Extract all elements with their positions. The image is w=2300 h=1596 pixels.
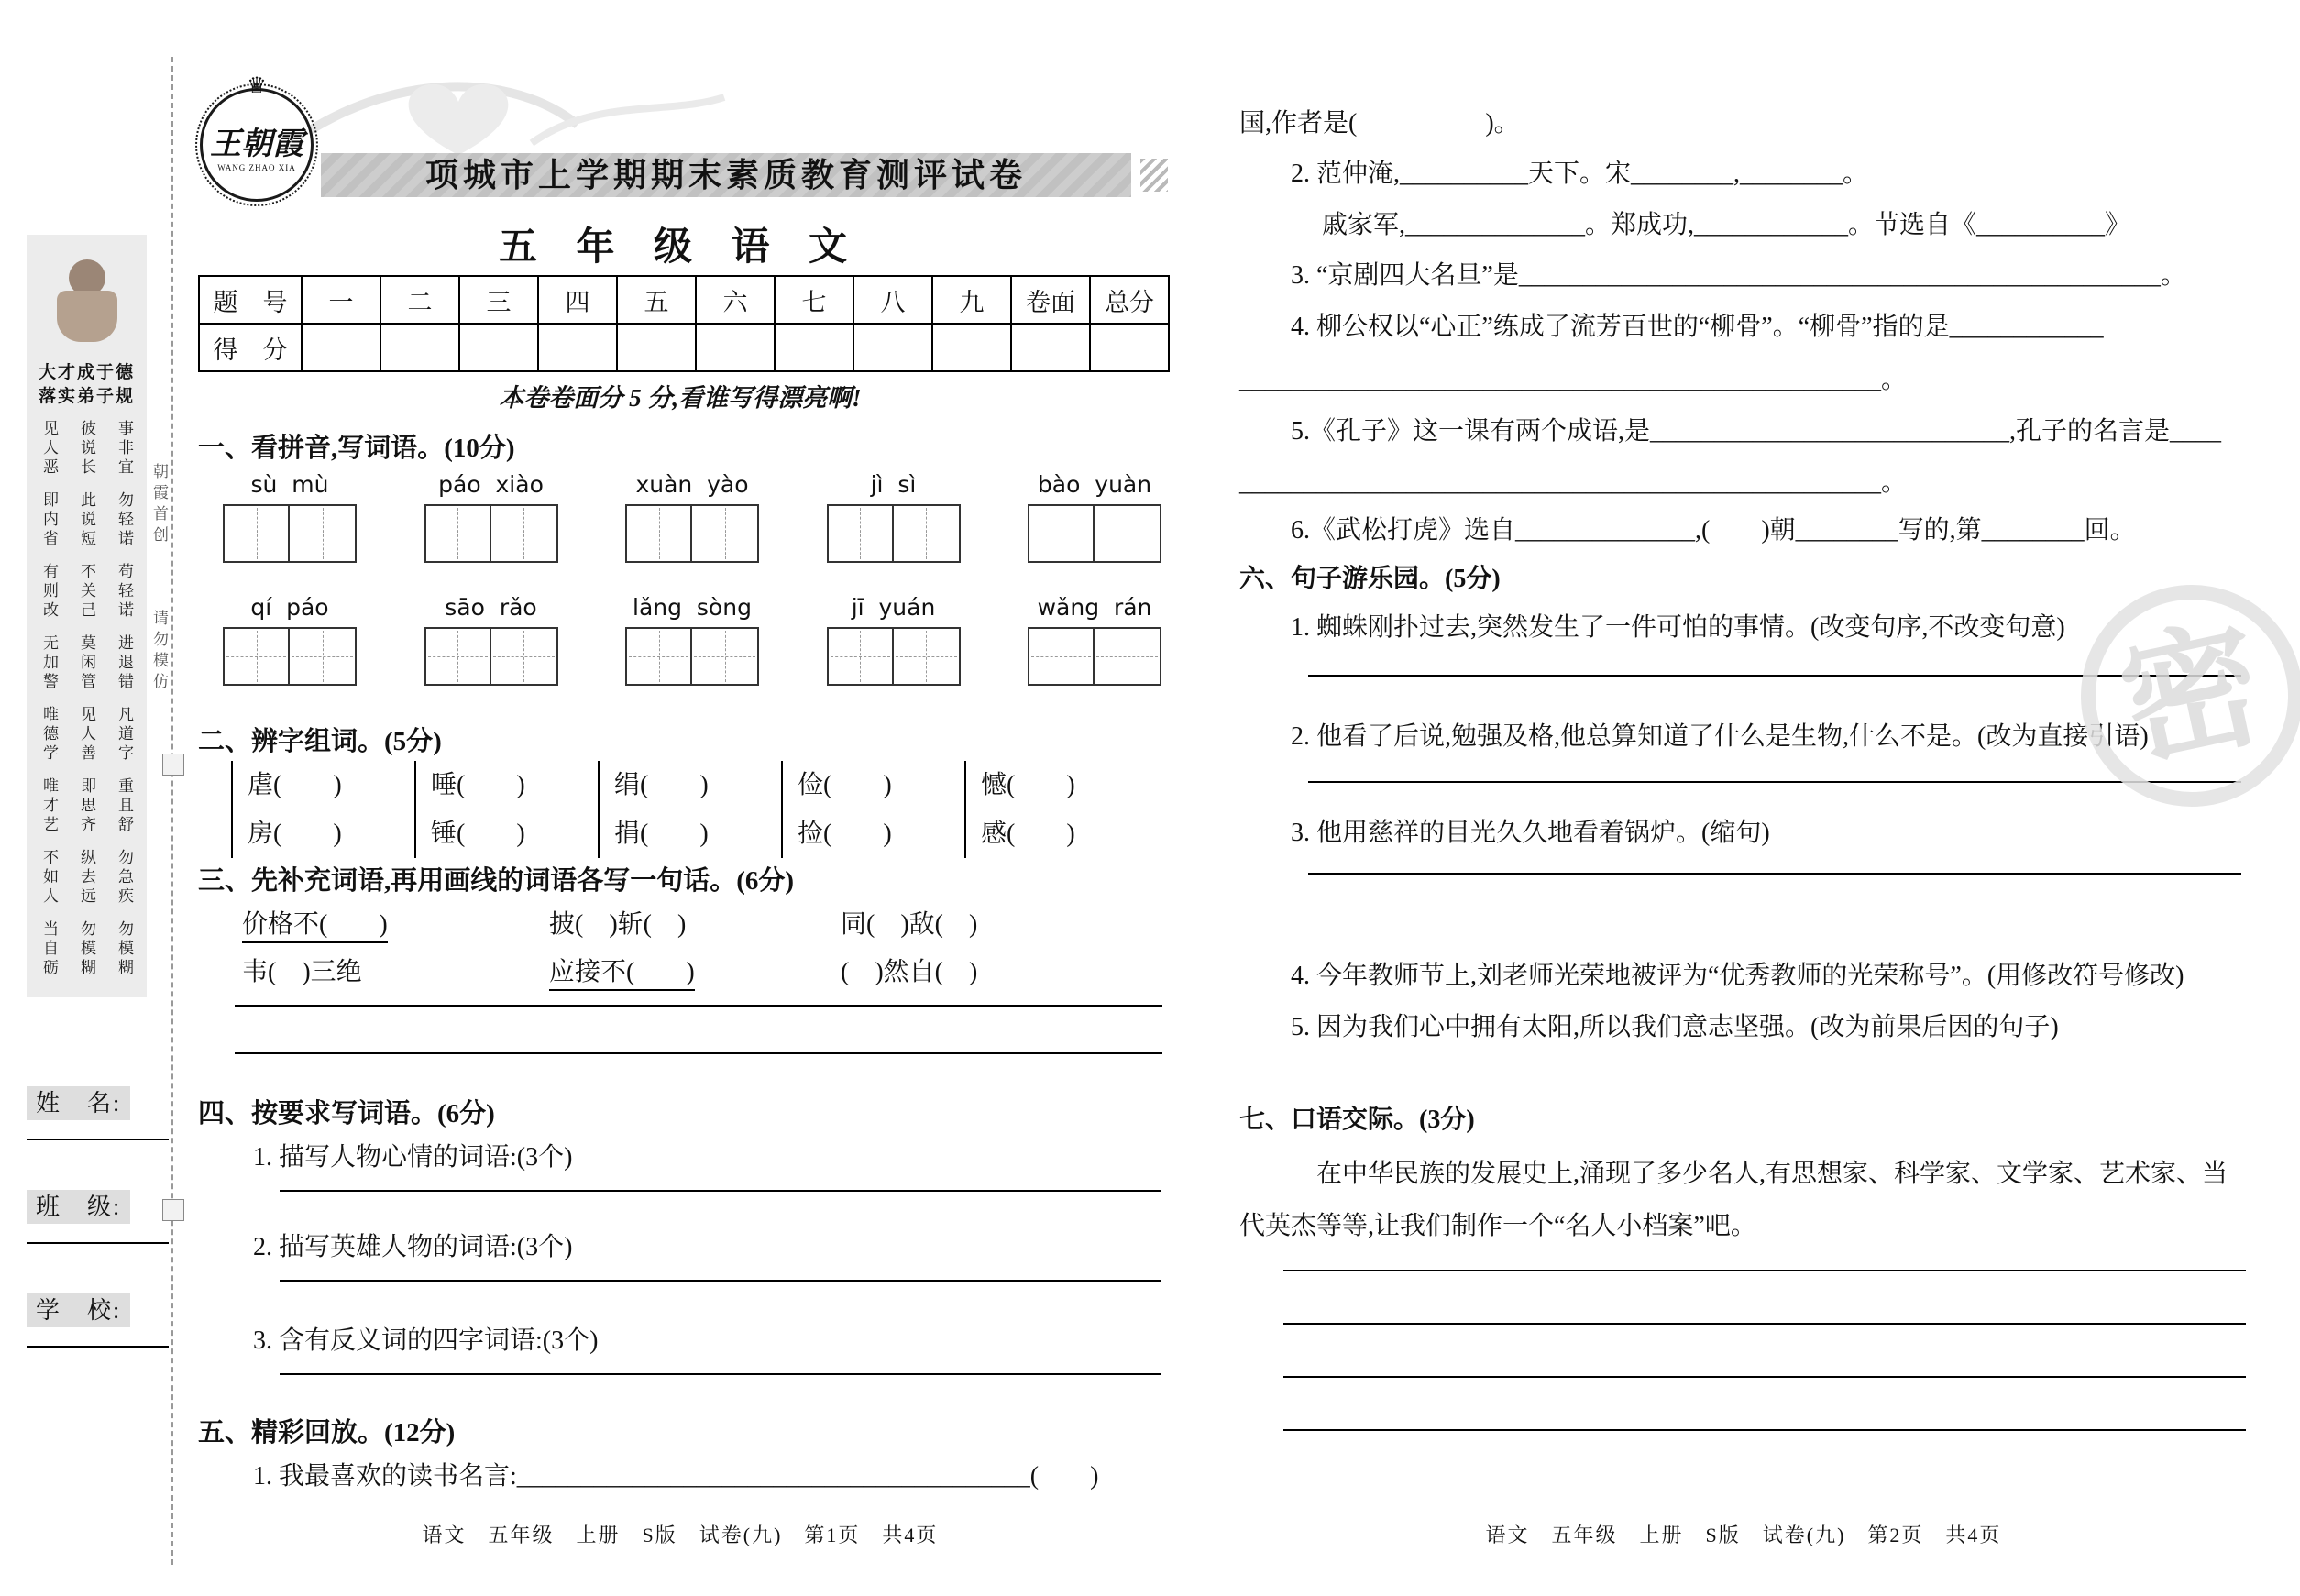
pinyin-word-group xyxy=(1025,594,1164,686)
sentence-item: 1. 蜘蛛刚扑过去,突然发生了一件可怕的事情。(改变句序,不改变句意) xyxy=(1291,613,2065,642)
recall-item-6: 6.《武松打虎》选自______________,( )朝________写的,第________回。 xyxy=(1291,516,2136,545)
word-pair-group xyxy=(964,761,1148,858)
score-cell xyxy=(617,324,696,371)
dizigui-phrase: 无加警 xyxy=(40,634,58,692)
sidebar-motto-line2: 落实弟子规 xyxy=(38,387,135,406)
exam-title-banner xyxy=(321,153,1131,197)
dizigui-phrase: 不关己 xyxy=(78,563,95,621)
writing-grid-cell xyxy=(894,627,961,686)
dizigui-phrase: 纵去远 xyxy=(78,849,95,907)
sentence-item: 3. 他用慈祥的目光久久地看着锅炉。(缩句) xyxy=(1291,819,1770,847)
answer-line xyxy=(1308,781,2241,783)
pinyin-text: jī yuán xyxy=(851,594,936,621)
answer-line xyxy=(1283,1376,2246,1378)
score-cell xyxy=(775,324,853,371)
pinyin-text: jì sì xyxy=(870,471,917,498)
writing-grid-cell xyxy=(290,627,357,686)
dizigui-phrase: 即内省 xyxy=(40,491,58,549)
writing-grid-cell xyxy=(491,504,558,563)
dizigui-phrase: 当自砺 xyxy=(40,920,58,978)
word-writing-item: 1. 描写人物心情的词语:(3个) xyxy=(253,1143,573,1172)
answer-line xyxy=(235,1052,1162,1054)
writing-grid-cell xyxy=(424,504,491,563)
dizigui-phrase: 事非宜 xyxy=(116,420,133,478)
banner-decoration xyxy=(1140,159,1168,192)
phrase-completion-row-2 xyxy=(242,952,1163,988)
scholar-figure-image xyxy=(27,240,147,361)
word-pair-group xyxy=(781,761,964,858)
page2-footer: 语文 五年级 上册 S版 试卷(九) 第2页 共4页 xyxy=(1485,1524,2002,1546)
score-cell xyxy=(932,324,1011,371)
score-cell xyxy=(853,324,932,371)
answer-line xyxy=(235,1005,1162,1007)
writing-grid-cell xyxy=(827,627,894,686)
dizigui-sidebar xyxy=(27,235,147,997)
writing-grid-cell xyxy=(223,504,290,563)
neatness-note: 本卷卷面分 5 分,看谁写得漂亮啊! xyxy=(499,384,862,412)
answer-line xyxy=(280,1373,1161,1375)
score-cell xyxy=(1011,324,1090,371)
writing-grid-cell xyxy=(692,627,759,686)
section-7-heading: 七、口语交际。(3分) xyxy=(1239,1106,1475,1134)
score-table-col: 三 xyxy=(459,276,538,324)
word-pair-bottom: 房( ) xyxy=(248,820,342,848)
figure-body xyxy=(57,291,117,342)
word-writing-item: 2. 描写英雄人物的词语:(3个) xyxy=(253,1233,573,1261)
word-pair-bottom: 感( ) xyxy=(981,820,1075,848)
answer-line xyxy=(1283,1323,2246,1325)
score-table-col: 二 xyxy=(380,276,459,324)
writing-grid-cell xyxy=(625,627,692,686)
dizigui-phrase: 勿轻诺 xyxy=(116,491,133,549)
pinyin-row-2 xyxy=(220,594,1164,686)
dizigui-phrase: 凡道字 xyxy=(116,706,133,764)
sentence-item: 2. 他看了后说,勉强及格,他总算知道了什么是生物,什么不是。(改为直接引语) xyxy=(1291,722,2149,751)
oral-communication-paragraph: 在中华民族的发展史上,涌现了多少名人,有思想家、科学家、文学家、艺术家、当代英杰等等,让我们制作一个“名人小档案”吧。 xyxy=(1239,1160,2228,1240)
page1-footer: 语文 五年级 上册 S版 试卷(九) 第1页 共4页 xyxy=(422,1524,939,1546)
answer-line xyxy=(1283,1270,2246,1271)
score-table-col: 卷面 xyxy=(1011,276,1090,324)
pinyin-text: sāo rǎo xyxy=(445,594,537,621)
score-table-col: 六 xyxy=(696,276,775,324)
reading-quote-item: 1. 我最喜欢的读书名言:________________________________________( ) xyxy=(253,1462,1099,1491)
sidebar-motto-line1: 大才成于德 xyxy=(38,363,135,382)
crown-icon: ♛ xyxy=(247,74,267,98)
score-table-col: 一 xyxy=(302,276,380,324)
dizigui-phrase: 不如人 xyxy=(40,849,58,907)
score-table-header-label: 题 号 xyxy=(199,276,302,324)
page2 xyxy=(1239,0,2248,1596)
word-pair-top: 俭( ) xyxy=(798,771,892,799)
sentence-item: 4. 今年教师节上,刘老师光荣地被评为“优秀教师的光荣称号”。(用修改符号修改) xyxy=(1291,962,2184,990)
answer-line xyxy=(280,1280,1161,1282)
continuation-line: 国,作者是( )。 xyxy=(1239,109,1520,138)
section-4-heading: 四、按要求写词语。(6分) xyxy=(198,1099,495,1128)
section-2-heading: 二、辨字组词。(5分) xyxy=(198,727,442,756)
word-pair-top: 虐( ) xyxy=(248,771,342,799)
pinyin-word-group xyxy=(220,471,359,563)
writing-grid-cell xyxy=(1028,627,1095,686)
pinyin-word-group xyxy=(1025,471,1164,563)
score-table-col: 五 xyxy=(617,276,696,324)
dizigui-phrase-grid xyxy=(27,420,147,978)
section-3-heading: 三、先补充词语,再用画线的词语各写一句话。(6分) xyxy=(198,866,795,896)
score-table xyxy=(198,275,1170,372)
word-pair-top: 绢( ) xyxy=(614,771,709,799)
pinyin-text: bào yuàn xyxy=(1037,471,1152,498)
brand-logo-text: 王朝霞 xyxy=(210,127,303,161)
dizigui-phrase: 有则改 xyxy=(40,563,58,621)
pinyin-word-group xyxy=(220,594,359,686)
class-label: 班 级: xyxy=(27,1190,130,1224)
binding-dashed-line xyxy=(171,57,173,1565)
recall-item-5a: 5.《孔子》这一课有两个成语,是____________________________,孔子的名言是____ xyxy=(1291,417,2222,446)
recall-item-4a: 4. 柳公权以“心正”练成了流芳百世的“柳骨”。“柳骨”指的是____________ xyxy=(1291,313,2104,341)
dizigui-phrase: 进退错 xyxy=(116,634,133,692)
word-pair-group xyxy=(414,761,598,858)
pinyin-text: páo xiào xyxy=(438,471,544,498)
score-table-col: 总分 xyxy=(1090,276,1169,324)
recall-item-3: 3. “京剧四大名旦”是__________________________________________________。 xyxy=(1291,261,2186,290)
binding-watermark-text-2: 请勿模仿 xyxy=(150,610,168,694)
dizigui-phrase: 勿模糊 xyxy=(116,920,133,978)
score-cell xyxy=(696,324,775,371)
phrase-completion-item: ( )然自( ) xyxy=(841,958,978,986)
pinyin-word-group xyxy=(824,471,963,563)
dizigui-phrase: 见人恶 xyxy=(40,420,58,478)
name-blank-line xyxy=(27,1139,169,1140)
word-pair-top: 憾( ) xyxy=(981,771,1075,799)
brand-logo xyxy=(200,74,314,202)
dizigui-phrase: 唯才艺 xyxy=(40,777,58,835)
binding-watermark-text-1: 朝霞首创 xyxy=(150,463,168,547)
word-pair-section xyxy=(231,761,1148,858)
writing-grid-cell xyxy=(625,504,692,563)
word-pair-bottom: 锤( ) xyxy=(431,820,525,848)
dizigui-phrase: 莫闲管 xyxy=(78,634,95,692)
pinyin-word-group xyxy=(824,594,963,686)
secret-watermark-character: 密 xyxy=(2108,607,2275,785)
writing-grid-cell xyxy=(223,627,290,686)
writing-grid-cell xyxy=(424,627,491,686)
writing-grid-cell xyxy=(1095,504,1161,563)
word-pair-group xyxy=(598,761,781,858)
brand-logo-subtext: WANG ZHAO XIA xyxy=(217,162,296,172)
binding-mark xyxy=(162,754,184,776)
dizigui-phrase: 重且舒 xyxy=(116,777,133,835)
writing-grid-cell xyxy=(827,504,894,563)
pinyin-word-group xyxy=(422,471,561,563)
recall-item-2b: 戚家军,______________。郑成功,____________。节选自《__________》 xyxy=(1322,211,2131,239)
score-table-score-label: 得 分 xyxy=(199,324,302,371)
exam-title: 项城市上学期期末素质教育测评试卷 xyxy=(424,157,1027,193)
score-cell xyxy=(538,324,617,371)
dizigui-phrase: 唯德学 xyxy=(40,706,58,764)
score-table-col: 四 xyxy=(538,276,617,324)
phrase-completion-item: 披( )斩( ) xyxy=(549,910,687,939)
school-label: 学 校: xyxy=(27,1293,130,1327)
recall-item-2a: 2. 范仲淹,__________天下。宋________,________。 xyxy=(1291,160,1869,188)
phrase-completion-item: 同( )敌( ) xyxy=(841,910,978,939)
word-writing-item: 3. 含有反义词的四字词语:(3个) xyxy=(253,1326,599,1355)
phrase-completion-item: 应接不( ) xyxy=(549,958,695,991)
recall-item-4b: __________________________________________________。 xyxy=(1239,366,1908,394)
pinyin-row-1 xyxy=(220,471,1164,563)
dizigui-phrase: 彼说长 xyxy=(78,420,95,478)
name-label: 姓 名: xyxy=(27,1086,130,1120)
writing-grid-cell xyxy=(290,504,357,563)
writing-grid-cell xyxy=(491,627,558,686)
writing-grid-cell xyxy=(692,504,759,563)
word-pair-bottom: 捡( ) xyxy=(798,820,892,848)
pinyin-text: qí páo xyxy=(250,594,329,621)
phrase-completion-row-1 xyxy=(242,904,1163,941)
answer-line xyxy=(1283,1429,2246,1431)
pinyin-word-group xyxy=(622,594,762,686)
dizigui-phrase: 勿急疾 xyxy=(116,849,133,907)
answer-line xyxy=(280,1190,1161,1192)
pinyin-word-group xyxy=(422,594,561,686)
class-blank-line xyxy=(27,1242,169,1244)
phrase-completion-item: 韦( )三绝 xyxy=(242,958,362,986)
score-table-col: 七 xyxy=(775,276,853,324)
word-pair-top: 唾( ) xyxy=(431,771,525,799)
pinyin-text: wǎng rán xyxy=(1037,594,1152,621)
writing-grid-cell xyxy=(1028,504,1095,563)
word-pair-bottom: 捐( ) xyxy=(614,820,709,848)
pinyin-word-group xyxy=(622,471,762,563)
pinyin-text: xuàn yào xyxy=(635,471,749,498)
student-info-block xyxy=(27,1084,169,1395)
exam-subtitle: 五 年 级 语 文 xyxy=(498,226,862,269)
score-table-col: 九 xyxy=(932,276,1011,324)
dizigui-phrase: 苟轻诺 xyxy=(116,563,133,621)
sentence-item: 5. 因为我们心中拥有太阳,所以我们意志坚强。(改为前果后因的句子) xyxy=(1291,1013,2059,1041)
section-6-heading: 六、句子游乐园。(5分) xyxy=(1239,565,1501,593)
dizigui-phrase: 勿模糊 xyxy=(78,920,95,978)
score-cell xyxy=(380,324,459,371)
writing-grid-cell xyxy=(1095,627,1161,686)
dizigui-phrase: 即思齐 xyxy=(78,777,95,835)
writing-grid-cell xyxy=(894,504,961,563)
recall-item-5b: __________________________________________________。 xyxy=(1239,468,1908,497)
answer-line xyxy=(1308,873,2241,875)
dizigui-phrase: 此说短 xyxy=(78,491,95,549)
school-blank-line xyxy=(27,1346,169,1348)
phrase-completion-item: 价格不( ) xyxy=(242,910,388,943)
pinyin-text: lǎng sòng xyxy=(633,594,752,621)
binding-mark xyxy=(162,1199,184,1221)
score-cell xyxy=(1090,324,1169,371)
dizigui-phrase: 见人善 xyxy=(78,706,95,764)
word-pair-group xyxy=(231,761,414,858)
score-cell xyxy=(459,324,538,371)
section-1-heading: 一、看拼音,写词语。(10分) xyxy=(198,434,515,463)
pinyin-text: sù mù xyxy=(250,471,329,498)
score-cell xyxy=(302,324,380,371)
section-5-heading: 五、精彩回放。(12分) xyxy=(198,1418,456,1447)
score-table-col: 八 xyxy=(853,276,932,324)
